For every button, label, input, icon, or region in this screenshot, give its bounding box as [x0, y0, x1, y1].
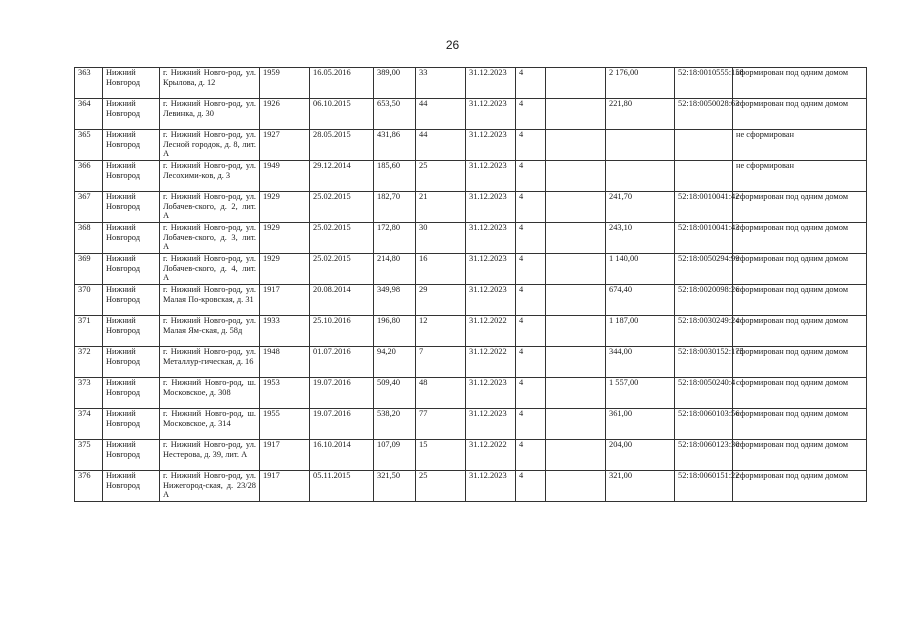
cell-residents: 25 [416, 471, 466, 502]
cell-build-year: 1926 [260, 99, 310, 130]
cell-recognition-date: 06.10.2015 [310, 99, 374, 130]
table-row [75, 223, 867, 254]
cell-land-status: сформирован под одним домом [733, 440, 867, 471]
cell-recognition-date: 25.10.2016 [310, 316, 374, 347]
cell-cadastre-number [675, 130, 733, 161]
cell-recognition-date: 25.02.2015 [310, 254, 374, 285]
table-row [75, 316, 867, 347]
cell-residents: 77 [416, 409, 466, 440]
cell-city: Нижний Новгород [103, 254, 160, 285]
cell-land-status: сформирован под одним домом [733, 347, 867, 378]
cell-address: г. Нижний Новго-род, ул. Малая Ям-ская, д. 58д [160, 316, 260, 347]
cell-empty [546, 254, 606, 285]
cell-row-number: 364 [75, 99, 103, 130]
cell-land-area: 1 187,00 [606, 316, 675, 347]
cell-category: 4 [516, 99, 546, 130]
cell-address: г. Нижний Новго-род, ул. Лесной городок, д. 8, лит. А [160, 130, 260, 161]
cell-address: г. Нижний Новго-род, ул. Крылова, д. 12 [160, 68, 260, 99]
cell-residents: 33 [416, 68, 466, 99]
cell-recognition-date: 25.02.2015 [310, 223, 374, 254]
cell-land-status: не сформирован [733, 161, 867, 192]
cell-land-status: сформирован под одним домом [733, 192, 867, 223]
cell-area: 185,60 [374, 161, 416, 192]
cell-row-number: 368 [75, 223, 103, 254]
cell-cadastre-number: 52:18:0050294:99 [675, 254, 733, 285]
cell-category: 4 [516, 285, 546, 316]
cell-row-number: 374 [75, 409, 103, 440]
cell-recognition-date: 19.07.2016 [310, 409, 374, 440]
cell-address: г. Нижний Новго-род, ул. Малая По-кровская, д. 31 [160, 285, 260, 316]
cell-build-year: 1917 [260, 440, 310, 471]
cell-city: Нижний Новгород [103, 68, 160, 99]
cell-land-area: 243,10 [606, 223, 675, 254]
cell-category: 4 [516, 409, 546, 440]
cell-area: 431,86 [374, 130, 416, 161]
cell-category: 4 [516, 68, 546, 99]
cell-category: 4 [516, 223, 546, 254]
cell-recognition-date: 01.07.2016 [310, 347, 374, 378]
table-row [75, 440, 867, 471]
table-row [75, 409, 867, 440]
cell-empty [546, 347, 606, 378]
cell-empty [546, 409, 606, 440]
table-row [75, 285, 867, 316]
cell-row-number: 363 [75, 68, 103, 99]
cell-build-year: 1917 [260, 471, 310, 502]
cell-area: 214,80 [374, 254, 416, 285]
cell-address: г. Нижний Новго-род, ш. Московское, д. 314 [160, 409, 260, 440]
cell-city: Нижний Новгород [103, 471, 160, 502]
cell-city: Нижний Новгород [103, 161, 160, 192]
cell-resettlement-term: 31.12.2023 [466, 378, 516, 409]
cell-city: Нижний Новгород [103, 99, 160, 130]
cell-area: 349,98 [374, 285, 416, 316]
cell-recognition-date: 25.02.2015 [310, 192, 374, 223]
cell-cadastre-number: 52:18:0010041:42 [675, 192, 733, 223]
cell-land-status: сформирован под одним домом [733, 409, 867, 440]
cell-area: 321,50 [374, 471, 416, 502]
cell-category: 4 [516, 440, 546, 471]
cell-address: г. Нижний Новго-род, ул. Левинка, д. 30 [160, 99, 260, 130]
cell-city: Нижний Новгород [103, 316, 160, 347]
cell-recognition-date: 19.07.2016 [310, 378, 374, 409]
cell-resettlement-term: 31.12.2023 [466, 254, 516, 285]
cell-land-area: 321,00 [606, 471, 675, 502]
cell-row-number: 369 [75, 254, 103, 285]
table-row [75, 378, 867, 409]
cell-address: г. Нижний Новго-род, ул. Нестерова, д. 39, лит. А [160, 440, 260, 471]
cell-build-year: 1948 [260, 347, 310, 378]
cell-area: 196,80 [374, 316, 416, 347]
cell-recognition-date: 16.10.2014 [310, 440, 374, 471]
cell-land-area: 204,00 [606, 440, 675, 471]
cell-empty [546, 316, 606, 347]
cell-category: 4 [516, 161, 546, 192]
cell-cadastre-number [675, 161, 733, 192]
cell-address: г. Нижний Новго-род, ул. Металлур-гическая, д. 16 [160, 347, 260, 378]
cell-city: Нижний Новгород [103, 347, 160, 378]
cell-resettlement-term: 31.12.2023 [466, 409, 516, 440]
cell-resettlement-term: 31.12.2023 [466, 223, 516, 254]
cell-cadastre-number: 52:18:0010555:158 [675, 68, 733, 99]
cell-residents: 44 [416, 130, 466, 161]
cell-land-area: 2 176,00 [606, 68, 675, 99]
cell-empty [546, 192, 606, 223]
cell-build-year: 1949 [260, 161, 310, 192]
table-row [75, 99, 867, 130]
cell-land-status: сформирован под одним домом [733, 316, 867, 347]
cell-land-status: сформирован под одним домом [733, 378, 867, 409]
cell-resettlement-term: 31.12.2022 [466, 440, 516, 471]
cell-row-number: 367 [75, 192, 103, 223]
cell-city: Нижний Новгород [103, 409, 160, 440]
cell-empty [546, 378, 606, 409]
cell-resettlement-term: 31.12.2023 [466, 99, 516, 130]
cell-category: 4 [516, 130, 546, 161]
cell-resettlement-term: 31.12.2022 [466, 316, 516, 347]
cell-residents: 7 [416, 347, 466, 378]
cell-recognition-date: 29.12.2014 [310, 161, 374, 192]
table-row [75, 192, 867, 223]
cell-residents: 15 [416, 440, 466, 471]
cell-area: 538,20 [374, 409, 416, 440]
cell-empty [546, 161, 606, 192]
cell-build-year: 1929 [260, 254, 310, 285]
cell-land-area [606, 130, 675, 161]
cell-row-number: 375 [75, 440, 103, 471]
cell-land-area: 674,40 [606, 285, 675, 316]
cell-address: г. Нижний Новго-род, ул. Лобачев-ского, д. 4, лит. А [160, 254, 260, 285]
cell-cadastre-number: 52:18:0010041:43 [675, 223, 733, 254]
cell-residents: 44 [416, 99, 466, 130]
cell-city: Нижний Новгород [103, 192, 160, 223]
cell-area: 509,40 [374, 378, 416, 409]
cell-build-year: 1927 [260, 130, 310, 161]
cell-cadastre-number: 52:18:0030152:175 [675, 347, 733, 378]
cell-address: г. Нижний Новго-род, ул. Лобачев-ского, д. 3, лит. А [160, 223, 260, 254]
cell-resettlement-term: 31.12.2023 [466, 285, 516, 316]
cell-cadastre-number: 52:18:0060123:30 [675, 440, 733, 471]
cell-area: 182,70 [374, 192, 416, 223]
cell-city: Нижний Новгород [103, 285, 160, 316]
cell-address: г. Нижний Новго-род, ш. Московское, д. 308 [160, 378, 260, 409]
cell-residents: 48 [416, 378, 466, 409]
cell-category: 4 [516, 378, 546, 409]
cell-city: Нижний Новгород [103, 440, 160, 471]
cell-empty [546, 471, 606, 502]
cell-residents: 12 [416, 316, 466, 347]
cell-recognition-date: 16.05.2016 [310, 68, 374, 99]
cell-build-year: 1953 [260, 378, 310, 409]
cell-land-status: сформирован под одним домом [733, 223, 867, 254]
cell-row-number: 373 [75, 378, 103, 409]
cell-row-number: 372 [75, 347, 103, 378]
cell-city: Нижний Новгород [103, 378, 160, 409]
cell-row-number: 365 [75, 130, 103, 161]
cell-build-year: 1917 [260, 285, 310, 316]
table-body [75, 68, 867, 502]
cell-residents: 16 [416, 254, 466, 285]
cell-address: г. Нижний Новго-род, ул. Лесохими-ков, д. 3 [160, 161, 260, 192]
cell-empty [546, 68, 606, 99]
cell-land-status: сформирован под одним домом [733, 285, 867, 316]
cell-cadastre-number: 52:18:0050240:4 [675, 378, 733, 409]
cell-cadastre-number: 52:18:0020098:26 [675, 285, 733, 316]
cell-empty [546, 440, 606, 471]
cell-area: 653,50 [374, 99, 416, 130]
cell-address: г. Нижний Новго-род, ул. Лобачев-ского, д. 2, лит. А [160, 192, 260, 223]
cell-land-area: 1 140,00 [606, 254, 675, 285]
table-row [75, 471, 867, 502]
cell-land-status: сформирован под одним домом [733, 99, 867, 130]
cell-recognition-date: 20.08.2014 [310, 285, 374, 316]
cell-land-area: 344,00 [606, 347, 675, 378]
cell-resettlement-term: 31.12.2023 [466, 130, 516, 161]
cell-category: 4 [516, 192, 546, 223]
cell-resettlement-term: 31.12.2023 [466, 471, 516, 502]
cell-city: Нижний Новгород [103, 223, 160, 254]
cell-cadastre-number: 52:18:0060151:22 [675, 471, 733, 502]
cell-land-status: не сформирован [733, 130, 867, 161]
cell-city: Нижний Новгород [103, 130, 160, 161]
cell-resettlement-term: 31.12.2022 [466, 347, 516, 378]
table-row [75, 161, 867, 192]
table-row [75, 347, 867, 378]
cell-empty [546, 130, 606, 161]
cell-area: 389,00 [374, 68, 416, 99]
cell-residents: 25 [416, 161, 466, 192]
cell-land-area [606, 161, 675, 192]
cell-recognition-date: 05.11.2015 [310, 471, 374, 502]
page-number: 26 [445, 38, 460, 52]
cell-build-year: 1933 [260, 316, 310, 347]
cell-resettlement-term: 31.12.2023 [466, 161, 516, 192]
table-row [75, 130, 867, 161]
cell-recognition-date: 28.05.2015 [310, 130, 374, 161]
housing-registry-table [74, 67, 867, 502]
cell-row-number: 370 [75, 285, 103, 316]
cell-cadastre-number: 52:18:0060103:56 [675, 409, 733, 440]
cell-row-number: 376 [75, 471, 103, 502]
cell-land-status: сформирован под одним домом [733, 254, 867, 285]
cell-build-year: 1929 [260, 223, 310, 254]
table-row [75, 68, 867, 99]
cell-resettlement-term: 31.12.2023 [466, 68, 516, 99]
cell-land-status: сформирован под одним домом [733, 68, 867, 99]
cell-category: 4 [516, 347, 546, 378]
cell-cadastre-number: 52:18:0030249:24 [675, 316, 733, 347]
cell-area: 107,09 [374, 440, 416, 471]
cell-address: г. Нижний Новго-род, ул. Нижегород-ская, д. 23/28 А [160, 471, 260, 502]
cell-build-year: 1959 [260, 68, 310, 99]
cell-empty [546, 285, 606, 316]
cell-area: 172,80 [374, 223, 416, 254]
cell-resettlement-term: 31.12.2023 [466, 192, 516, 223]
cell-residents: 21 [416, 192, 466, 223]
cell-residents: 29 [416, 285, 466, 316]
cell-category: 4 [516, 316, 546, 347]
cell-land-area: 221,80 [606, 99, 675, 130]
table-row [75, 254, 867, 285]
cell-row-number: 366 [75, 161, 103, 192]
cell-land-area: 241,70 [606, 192, 675, 223]
cell-category: 4 [516, 471, 546, 502]
cell-area: 94,20 [374, 347, 416, 378]
cell-residents: 30 [416, 223, 466, 254]
cell-land-status: сформирован под одним домом [733, 471, 867, 502]
cell-row-number: 371 [75, 316, 103, 347]
cell-build-year: 1955 [260, 409, 310, 440]
cell-build-year: 1929 [260, 192, 310, 223]
cell-land-area: 361,00 [606, 409, 675, 440]
cell-cadastre-number: 52:18:0050028:63 [675, 99, 733, 130]
cell-empty [546, 99, 606, 130]
cell-category: 4 [516, 254, 546, 285]
cell-land-area: 1 557,00 [606, 378, 675, 409]
cell-empty [546, 223, 606, 254]
